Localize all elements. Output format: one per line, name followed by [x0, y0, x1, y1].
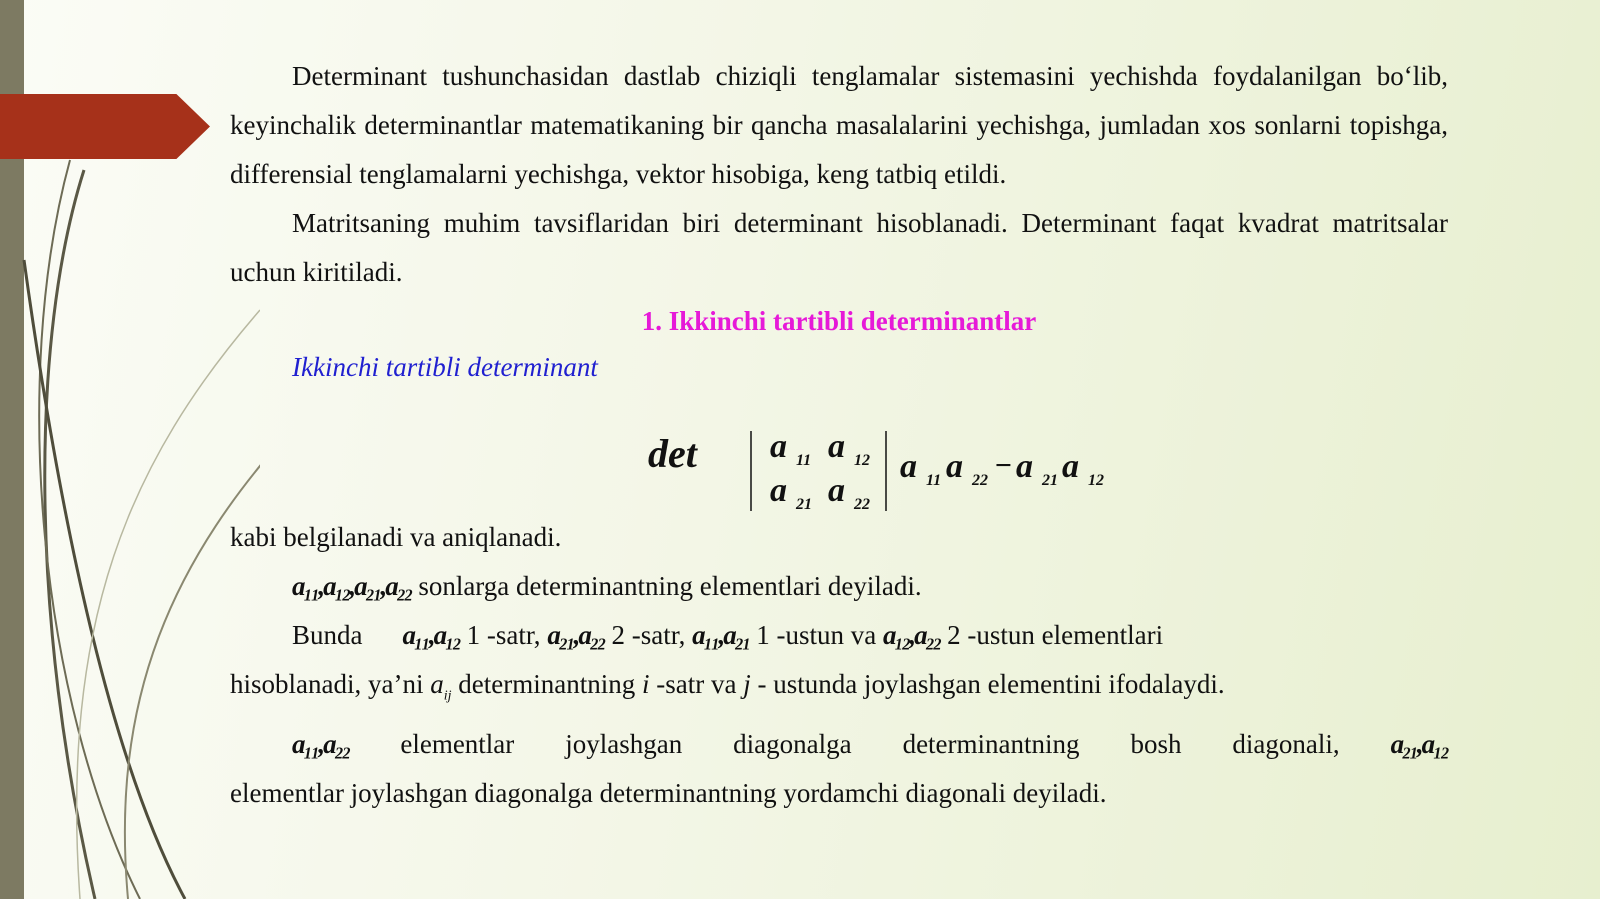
- rhs-sub22: 22: [972, 472, 988, 489]
- math-row2: a₂₁,a₂₂: [547, 620, 605, 650]
- line-kabi: kabi belgilanadi va aniqlanadi.: [230, 522, 562, 552]
- paragraph-intro: Determinant tushunchasidan dastlab chiziqli tenglamalar sistemasini yechishda foydalanilgan bo‘lib, keyinchalik determinantlar matematikaning bir qancha masalalarini yechishga, jumladan xos sonlarni topishga, differensial tenglamalarni yechishga, vektor hisobiga, keng tatbiq etildi.: [230, 61, 1448, 189]
- section-heading: 1. Ikkinchi tartibli determinantlar: [641, 306, 1037, 336]
- line-diagonal-main: [230, 720, 1448, 769]
- rhs-sub12: 12: [1088, 472, 1104, 489]
- text-hisob-2: determinantning: [451, 669, 642, 699]
- line-hisob: [230, 660, 1448, 720]
- text-hisob-1: hisoblanadi, ya’ni: [230, 669, 431, 699]
- math-aij-sub: ij: [443, 688, 452, 704]
- a11-sub: 11: [796, 452, 812, 469]
- text-elements: sonlarga determinantning elementlari deyiladi.: [411, 571, 922, 601]
- det-symbol: det: [648, 431, 697, 476]
- math-row1: a₁₁,a₁₂: [402, 620, 460, 650]
- math-all-elements: a₁₁,a₁₂,a₂₁,a₂₂: [292, 571, 412, 601]
- a22-sub: 22: [854, 496, 870, 513]
- red-arrow-shape: [0, 94, 210, 159]
- text-row1: 1 -satr,: [459, 620, 548, 650]
- rhs-a21: a: [1016, 448, 1033, 485]
- a12-letter: a: [828, 428, 845, 465]
- rhs-a12: a: [1062, 448, 1079, 485]
- paragraph-definition: Matritsaning muhim tavsiflaridan biri determinant hisoblanadi. Determinant faqat kvadrat matritsalar uchun kiritiladi.: [230, 208, 1448, 287]
- math-j: j: [743, 669, 751, 699]
- rhs-a22: a: [946, 448, 963, 485]
- math-sec-diag: a₂₁,a₁₂: [1390, 729, 1448, 760]
- text-col1: 1 -ustun va: [749, 620, 884, 650]
- text-row2: 2 -satr,: [604, 620, 693, 650]
- rhs-sub11: 11: [926, 472, 942, 489]
- math-i: i: [641, 669, 650, 699]
- formula-svg: [230, 389, 1448, 513]
- text-bunda: Bunda: [292, 620, 363, 650]
- text-hisob-4: - ustunda joylashgan elementini ifodalaydi.: [750, 669, 1225, 699]
- line-elements: [230, 562, 1448, 611]
- rhs-a11: a: [900, 448, 917, 485]
- determinant-formula: [230, 389, 1448, 513]
- a21-letter: a: [770, 472, 787, 509]
- text-hisob-3: -satr va: [649, 669, 744, 699]
- rhs-sub21: 21: [1042, 472, 1058, 489]
- line-bunda: [230, 611, 1448, 660]
- math-main-diag: a₁₁,a₂₂: [292, 729, 350, 760]
- a21-sub: 21: [796, 496, 812, 513]
- math-col2: a₁₂,a₂₂: [883, 620, 941, 650]
- a11-letter: a: [770, 428, 787, 465]
- a22-letter: a: [828, 472, 845, 509]
- a12-sub: 12: [854, 452, 870, 469]
- text-main-diag: elementlar joylashgan diagonalga determinantning bosh diagonali,: [349, 729, 1391, 760]
- slide-content: [230, 52, 1448, 818]
- text-col2: 2 -ustun elementlari: [940, 620, 1164, 650]
- line-diagonal-secondary: elementlar joylashgan diagonalga determinantning yordamchi diagonali deyiladi.: [230, 778, 1107, 809]
- math-col1: a₁₁,a₂₁: [692, 620, 750, 650]
- math-aij: a: [430, 669, 444, 699]
- italic-label: Ikkinchi tartibli determinant: [292, 352, 598, 382]
- minus-sign: −: [994, 449, 1013, 482]
